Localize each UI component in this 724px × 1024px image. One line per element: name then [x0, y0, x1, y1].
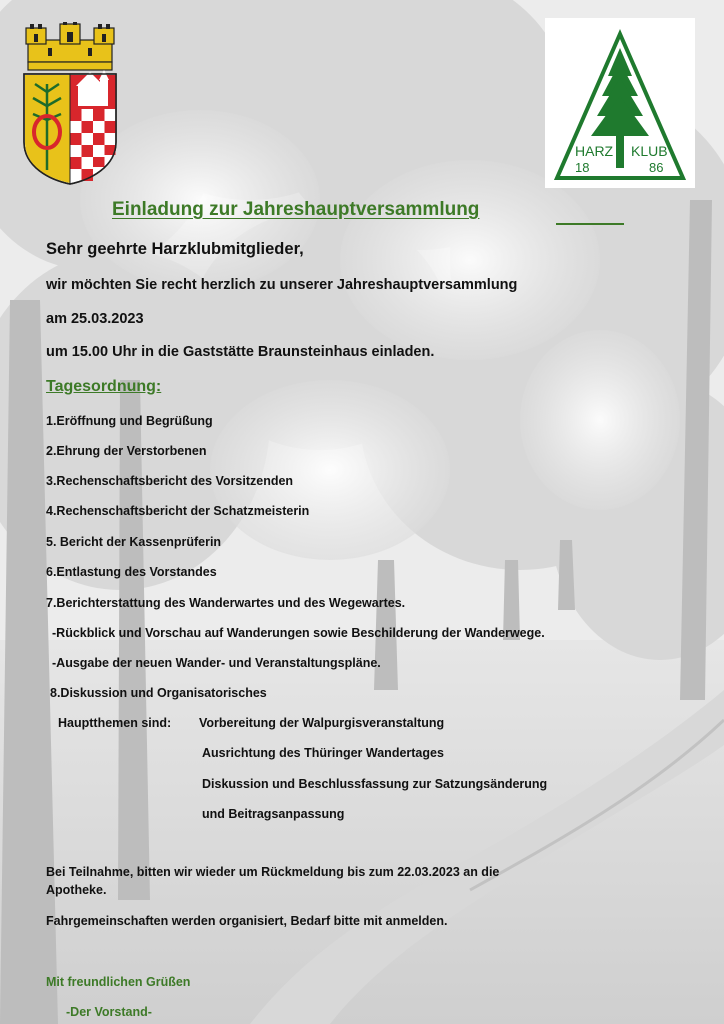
title-underline-extension: [556, 223, 624, 225]
agenda-item: 4.Rechenschaftsbericht der Schatzmeisterin: [46, 504, 310, 518]
agenda-heading: Tagesordnung:: [46, 378, 162, 395]
main-topic: Vorbereitung der Walpurgisveranstaltung: [199, 716, 445, 730]
agenda-item: 8.Diskussion und Organisatorisches: [50, 686, 267, 700]
logo-year-right: 86: [649, 160, 664, 175]
harzklub-logo: [545, 18, 695, 188]
greeting: Sehr geehrte Harzklubmitglieder,: [46, 240, 304, 258]
meeting-date: am 25.03.2023: [46, 311, 144, 327]
main-topics-label: Hauptthemen sind:: [58, 716, 172, 730]
carpool-note: Fahrgemeinschaften werden organisiert, Bedarf bitte mit anmelden.: [46, 914, 448, 928]
agenda-item: 7.Berichterstattung des Wanderwartes und des Wegewartes.: [46, 596, 406, 610]
logo-year-left: 18: [575, 160, 590, 175]
agenda-item: 6.Entlastung des Vorstandes: [46, 565, 217, 579]
fir-tree-icon: [545, 18, 695, 188]
meeting-time-location: um 15.00 Uhr in die Gaststätte Braunsteinhaus einladen.: [46, 344, 435, 360]
agenda-item: 2.Ehrung der Verstorbenen: [46, 444, 207, 458]
intro-line: wir möchten Sie recht herzlich zu unserer Jahreshauptversammlung: [46, 277, 518, 293]
main-topic: und Beitragsanpassung: [202, 807, 345, 821]
agenda-item: 5. Bericht der Kassenprüferin: [46, 535, 222, 549]
logo-text-klub: KLUB: [631, 143, 668, 159]
coat-of-arms-icon: [20, 22, 120, 186]
agenda-item: 3.Rechenschaftsbericht des Vorsitzenden: [46, 474, 294, 488]
closing: Mit freundlichen Grüßen: [46, 975, 191, 989]
main-topic: Ausrichtung des Thüringer Wandertages: [202, 746, 444, 760]
rsvp-note-continued: Apotheke.: [46, 883, 107, 897]
logo-text-harz: HARZ: [575, 143, 614, 159]
agenda-item: 1.Eröffnung und Begrüßung: [46, 414, 213, 428]
rsvp-note: Bei Teilnahme, bitten wir wieder um Rückmeldung bis zum 22.03.2023 an die: [46, 865, 500, 879]
agenda-subitem: -Ausgabe der neuen Wander- und Veranstaltungspläne.: [52, 656, 381, 670]
agenda-subitem: -Rückblick und Vorschau auf Wanderungen sowie Beschilderung der Wanderwege.: [52, 626, 545, 640]
page-title: Einladung zur Jahreshauptversammlung: [112, 199, 480, 220]
signature: -Der Vorstand-: [66, 1005, 152, 1019]
main-topic: Diskussion und Beschlussfassung zur Satzungsänderung: [202, 777, 548, 791]
